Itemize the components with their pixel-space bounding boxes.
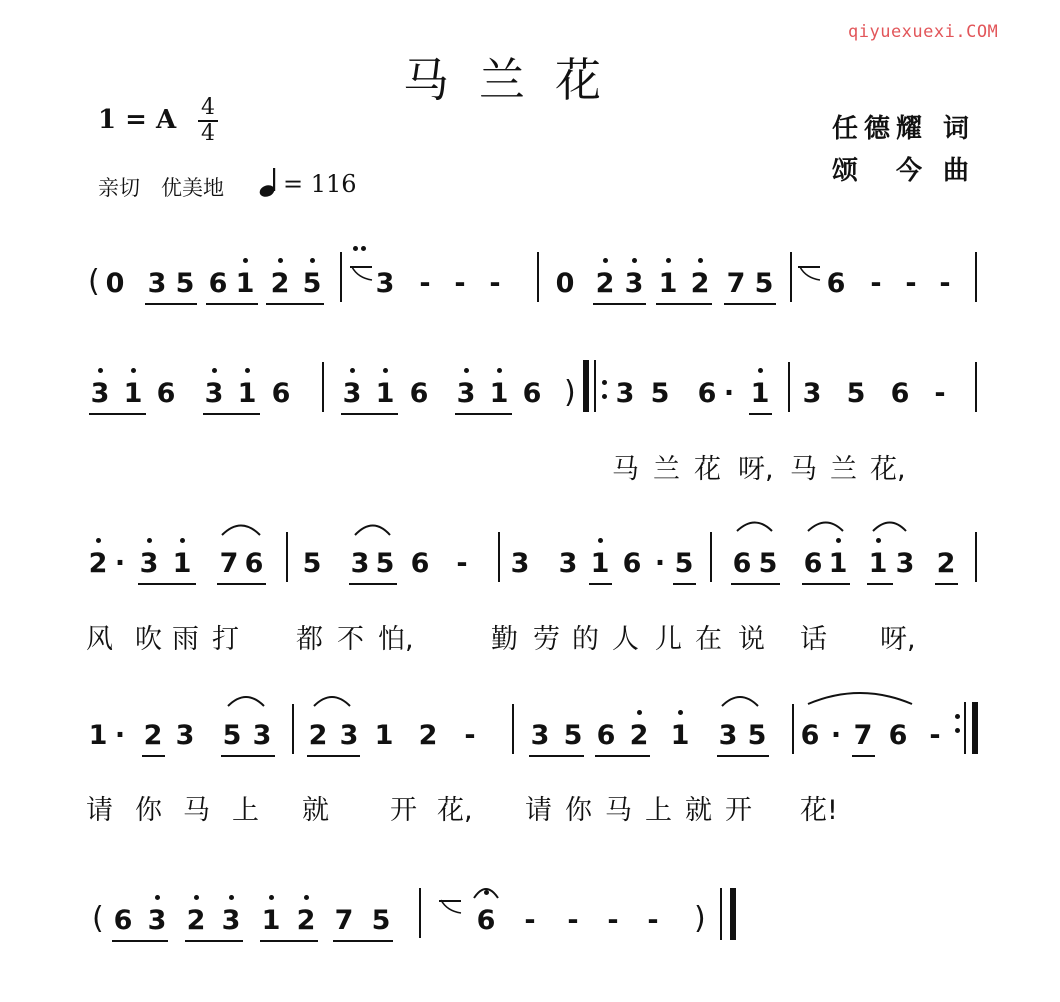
lyric-syllable: 吹 xyxy=(135,624,162,655)
tempo-value: = 116 xyxy=(283,170,357,198)
grace-slur xyxy=(441,900,461,913)
augmentation-dot: · xyxy=(114,720,126,751)
note: 5 xyxy=(650,378,670,409)
note: 7 xyxy=(334,905,354,936)
slur xyxy=(314,697,350,706)
dash-note: - xyxy=(567,905,579,936)
note: 1 xyxy=(868,548,888,579)
close-paren: ) xyxy=(694,901,706,936)
dash-note: - xyxy=(905,268,917,299)
note: 6 xyxy=(890,378,910,409)
note: 6 xyxy=(271,378,291,409)
note: 1 xyxy=(658,268,678,299)
note: 6 xyxy=(732,548,752,579)
slur xyxy=(228,697,264,706)
lyric-syllable: 人 xyxy=(612,624,639,655)
note: 3 xyxy=(252,720,272,751)
lyric-syllable: 风 xyxy=(86,624,113,655)
slur xyxy=(222,526,260,536)
note: 1 xyxy=(261,905,281,936)
dash-note: - xyxy=(929,720,941,751)
slur xyxy=(737,523,772,532)
augmentation-dot: · xyxy=(723,378,735,409)
note: 3 xyxy=(895,548,915,579)
slur xyxy=(808,523,843,532)
note: 3 xyxy=(350,548,370,579)
composer-credit: 颂 今 曲 xyxy=(832,156,976,186)
note: 3 xyxy=(510,548,530,579)
note: 5 xyxy=(371,905,391,936)
note: 5 xyxy=(302,268,322,299)
note: 1 xyxy=(590,548,610,579)
lyric-syllable: 你 xyxy=(565,795,592,826)
note: 1 xyxy=(237,378,257,409)
note: 2 xyxy=(186,905,206,936)
slur xyxy=(808,693,912,704)
note: 6 xyxy=(622,548,642,579)
lyric-syllable: 上 xyxy=(232,795,259,826)
dash-note: - xyxy=(456,548,468,579)
lyric-syllable: 马 xyxy=(612,454,639,485)
note: 3 xyxy=(204,378,224,409)
note: 5 xyxy=(175,268,195,299)
lyric-syllable: 呀, xyxy=(738,454,774,485)
note: 1 xyxy=(828,548,848,579)
note: 2 xyxy=(629,720,649,751)
note: 3 xyxy=(175,720,195,751)
lyric-syllable: 花, xyxy=(870,454,906,485)
note: 1 xyxy=(172,548,192,579)
grace-slur xyxy=(800,267,820,280)
lyric-syllable: 开 xyxy=(725,795,752,826)
lyric-syllable: 劳 xyxy=(533,624,560,655)
augmentation-dot: · xyxy=(830,720,842,751)
dash-note: - xyxy=(454,268,466,299)
tempo-text: 亲切 优美地 xyxy=(98,176,224,200)
time-signature-top: 4 xyxy=(201,95,215,120)
lyricist-credit: 任德耀 词 xyxy=(832,114,976,144)
slur xyxy=(722,697,758,706)
note: 6 xyxy=(113,905,133,936)
lyric-syllable: 马 xyxy=(605,795,632,826)
note: 5 xyxy=(747,720,767,751)
note: 6 xyxy=(803,548,823,579)
note: 5 xyxy=(674,548,694,579)
watermark-text: qiyuexuexi.COM xyxy=(848,22,999,42)
note: 6 xyxy=(244,548,264,579)
close-paren: ) xyxy=(564,375,576,410)
note: 3 xyxy=(718,720,738,751)
lyric-syllable: 打 xyxy=(212,624,239,655)
lyric-syllable: 你 xyxy=(135,795,162,826)
lyric-syllable: 雨 xyxy=(172,624,199,655)
note: 5 xyxy=(222,720,242,751)
note: 6 xyxy=(522,378,542,409)
dash-note: - xyxy=(647,905,659,936)
key-signature: 1 = A xyxy=(98,105,177,135)
note: 2 xyxy=(296,905,316,936)
lyric-syllable: 呀, xyxy=(880,624,916,655)
note: 3 xyxy=(802,378,822,409)
note: 7 xyxy=(219,548,239,579)
lyric-syllable: 话 xyxy=(800,624,827,655)
note: 1 xyxy=(374,720,394,751)
augmentation-dot: · xyxy=(654,548,666,579)
note: 6 xyxy=(476,905,496,936)
note: 1 xyxy=(235,268,255,299)
note: 2 xyxy=(595,268,615,299)
note: 1 xyxy=(670,720,690,751)
note: 3 xyxy=(624,268,644,299)
lyric-syllable: 开 xyxy=(390,795,417,826)
lyric-syllable: 不 xyxy=(337,624,364,655)
note: 5 xyxy=(375,548,395,579)
augmentation-dot: · xyxy=(114,548,126,579)
note: 7 xyxy=(726,268,746,299)
note: 6 xyxy=(596,720,616,751)
time-signature-bottom: 4 xyxy=(201,121,215,146)
grace-slur xyxy=(352,267,372,280)
lyric-syllable: 就 xyxy=(685,795,712,826)
open-paren: ( xyxy=(92,901,104,936)
lyric-syllable: 上 xyxy=(645,795,672,826)
dash-note: - xyxy=(489,268,501,299)
note: 7 xyxy=(853,720,873,751)
song-title: 马兰花 xyxy=(403,53,631,107)
note: 2 xyxy=(270,268,290,299)
lyric-syllable: 花! xyxy=(800,795,838,826)
fermata-icon xyxy=(474,889,498,898)
lyric-syllable: 兰 xyxy=(830,454,857,485)
note: 3 xyxy=(147,905,167,936)
note: 3 xyxy=(342,378,362,409)
note: 5 xyxy=(754,268,774,299)
lyric-syllable: 马 xyxy=(790,454,817,485)
note: 3 xyxy=(147,268,167,299)
lyric-syllable: 请 xyxy=(86,795,113,826)
lyric-syllable: 就 xyxy=(302,795,329,826)
note: 3 xyxy=(456,378,476,409)
dash-note: - xyxy=(419,268,431,299)
lyric-syllable: 请 xyxy=(525,795,552,826)
note: 3 xyxy=(90,378,110,409)
open-paren: ( xyxy=(88,264,100,299)
lyric-syllable: 在 xyxy=(695,624,722,655)
lyric-syllable: 马 xyxy=(183,795,210,826)
note: 2 xyxy=(143,720,163,751)
note: 3 xyxy=(530,720,550,751)
dash-note: - xyxy=(464,720,476,751)
note: 2 xyxy=(88,548,108,579)
lyric-syllable: 都 xyxy=(296,624,323,655)
note: 2 xyxy=(936,548,956,579)
note: 2 xyxy=(690,268,710,299)
note: 6 xyxy=(826,268,846,299)
note: 6 xyxy=(888,720,908,751)
slur xyxy=(873,523,906,532)
note: 1 xyxy=(375,378,395,409)
note: 3 xyxy=(615,378,635,409)
lyric-syllable: 花 xyxy=(694,454,721,485)
note: 5 xyxy=(563,720,583,751)
note: 3 xyxy=(339,720,359,751)
note: 5 xyxy=(846,378,866,409)
dash-note: - xyxy=(939,268,951,299)
note: 1 xyxy=(123,378,143,409)
note: 6 xyxy=(208,268,228,299)
lyric-syllable: 兰 xyxy=(653,454,680,485)
dash-note: - xyxy=(524,905,536,936)
note: 3 xyxy=(139,548,159,579)
note: 5 xyxy=(758,548,778,579)
note: 2 xyxy=(418,720,438,751)
note: 3 xyxy=(558,548,578,579)
note: 2 xyxy=(308,720,328,751)
lyric-syllable: 勤 xyxy=(491,624,518,655)
note: 6 xyxy=(156,378,176,409)
dash-note: - xyxy=(934,378,946,409)
note: 6 xyxy=(410,548,430,579)
lyric-syllable: 花, xyxy=(437,795,473,826)
note: 3 xyxy=(375,268,395,299)
note: 0 xyxy=(105,268,125,299)
dash-note: - xyxy=(870,268,882,299)
note: 1 xyxy=(750,378,770,409)
lyric-syllable: 怕, xyxy=(378,624,414,655)
note: 6 xyxy=(697,378,717,409)
note: 5 xyxy=(302,548,322,579)
note: 0 xyxy=(555,268,575,299)
dash-note: - xyxy=(607,905,619,936)
lyric-syllable: 儿 xyxy=(655,624,682,655)
lyric-syllable: 的 xyxy=(572,624,599,655)
note: 6 xyxy=(409,378,429,409)
slur xyxy=(355,526,390,536)
note: 1 xyxy=(489,378,509,409)
lyric-syllable: 说 xyxy=(738,624,765,655)
note: 1 xyxy=(88,720,108,751)
note: 3 xyxy=(221,905,241,936)
note: 6 xyxy=(800,720,820,751)
